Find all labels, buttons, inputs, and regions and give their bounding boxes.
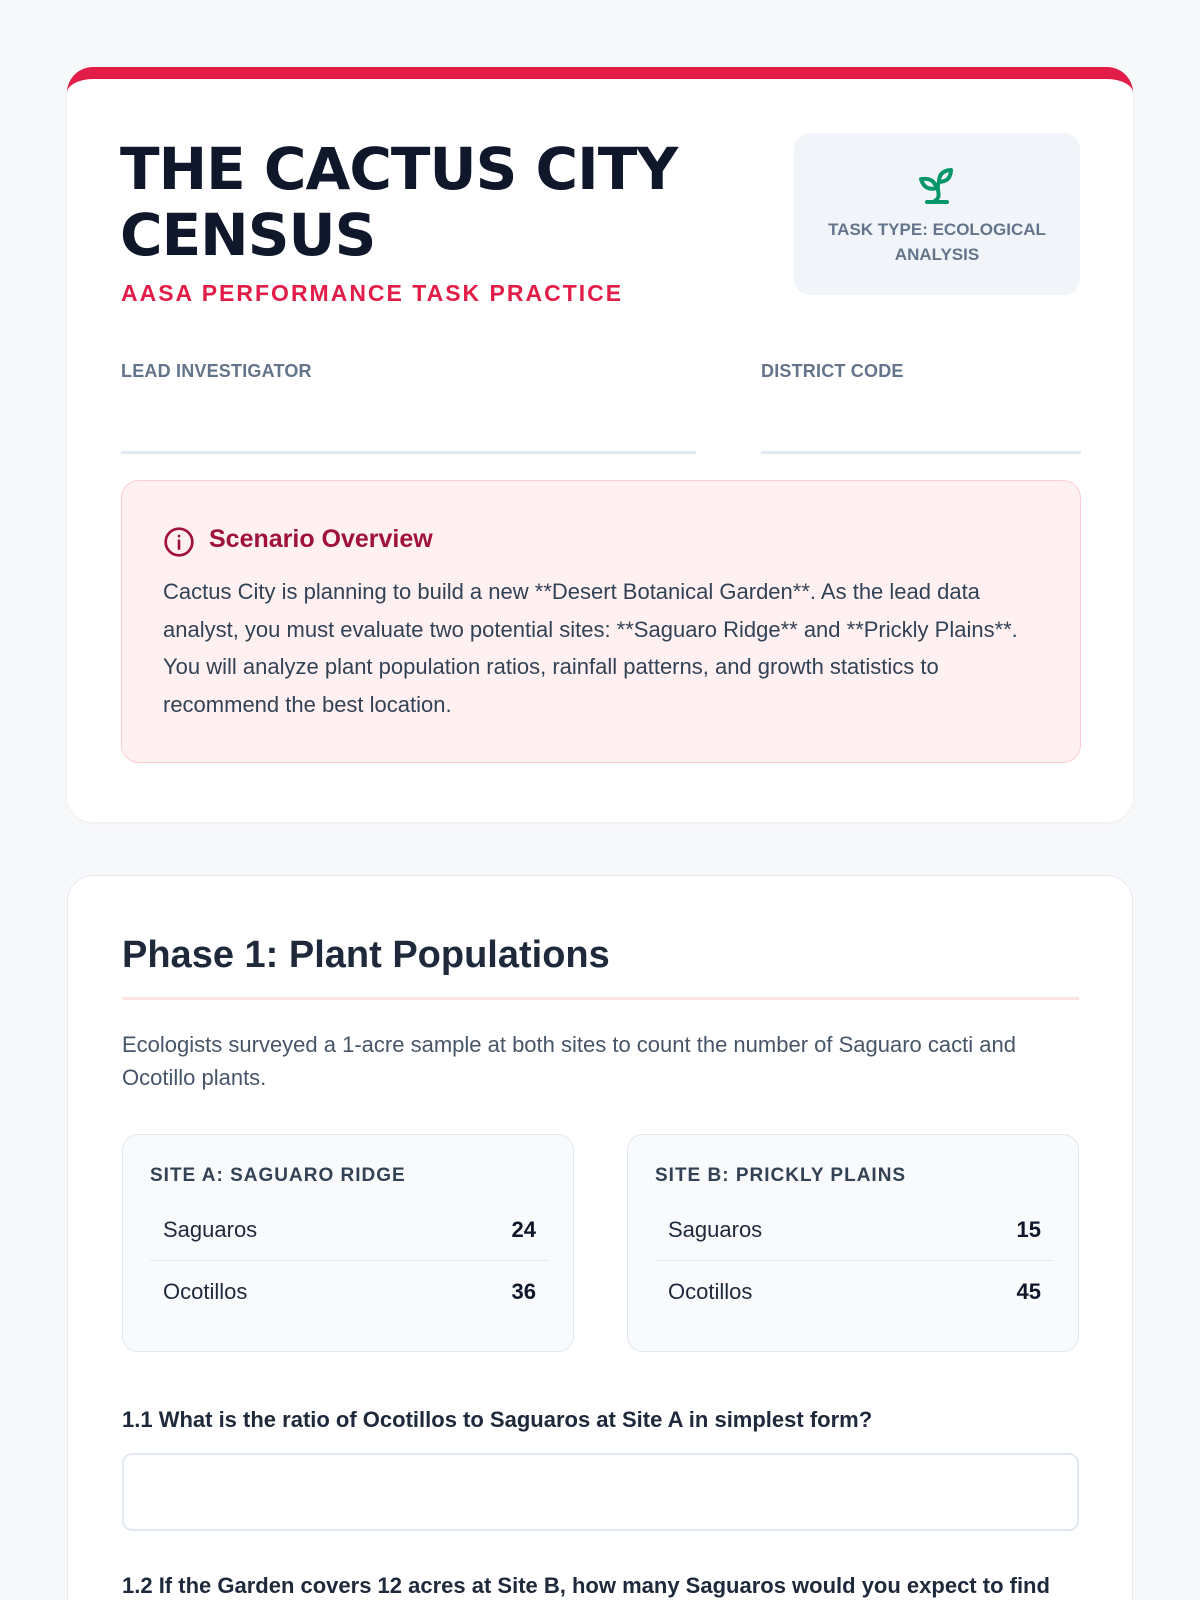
task-type-badge <box>794 133 1080 295</box>
page-title: THE CACTUS CITY CENSUS <box>120 135 678 269</box>
plant-count: 24 <box>511 1217 536 1242</box>
plant-name: Saguaros <box>668 1217 763 1242</box>
scenario-body: Cactus City is planning to build a new **Desert Botanical Garden**. As the lead data analyst, you must evaluate two potential sites: **Saguaro Ridge** and **Prickly Plains**. You will analyze plant population ratios, rainfall patterns, and growth statistics to recommend the best location. <box>163 579 1018 717</box>
table-row <box>150 1200 548 1261</box>
phase-1-card <box>67 875 1133 1600</box>
plant-count: 45 <box>1016 1279 1041 1304</box>
table-row <box>655 1200 1053 1261</box>
district-code-label: DISTRICT CODE <box>761 361 904 381</box>
plant-name: Ocotillos <box>163 1279 248 1304</box>
table-row <box>655 1262 1053 1323</box>
answer-1-1-input[interactable] <box>122 1453 1079 1531</box>
district-code-input[interactable] <box>761 451 1081 454</box>
plant-count: 15 <box>1016 1217 1041 1242</box>
table-row <box>150 1262 548 1323</box>
question-1-1: 1.1 What is the ratio of Ocotillos to Saguaros at Site A in simplest form? <box>122 1407 873 1432</box>
plant-count: 36 <box>511 1279 536 1304</box>
phase-description: Ecologists surveyed a 1-acre sample at both sites to count the number of Saguaro cacti and Ocotillo plants. <box>122 1032 1016 1090</box>
scenario-title: Scenario Overview <box>209 525 433 553</box>
header-card <box>67 67 1133 822</box>
lead-investigator-input[interactable] <box>121 451 696 454</box>
phase-title: Phase 1: Plant Populations <box>122 934 610 976</box>
phase-divider <box>122 997 1079 1000</box>
sprout-icon <box>913 161 961 211</box>
plant-name: Ocotillos <box>668 1279 753 1304</box>
site-b-card <box>627 1134 1079 1352</box>
scenario-overview <box>121 480 1081 763</box>
site-a-card <box>122 1134 574 1352</box>
site-title: SITE B: PRICKLY PLAINS <box>655 1165 907 1186</box>
page-subtitle: AASA PERFORMANCE TASK PRACTICE <box>121 280 624 306</box>
question-1-2: 1.2 If the Garden covers 12 acres at Site B, how many Saguaros would you expect to find <box>122 1573 1050 1598</box>
plant-name: Saguaros <box>163 1217 258 1242</box>
task-type-label: TASK TYPE: ECOLOGICAL ANALYSIS <box>828 220 1046 264</box>
site-title: SITE A: SAGUARO RIDGE <box>150 1165 406 1186</box>
lead-investigator-label: LEAD INVESTIGATOR <box>121 361 312 381</box>
info-icon <box>163 526 195 558</box>
